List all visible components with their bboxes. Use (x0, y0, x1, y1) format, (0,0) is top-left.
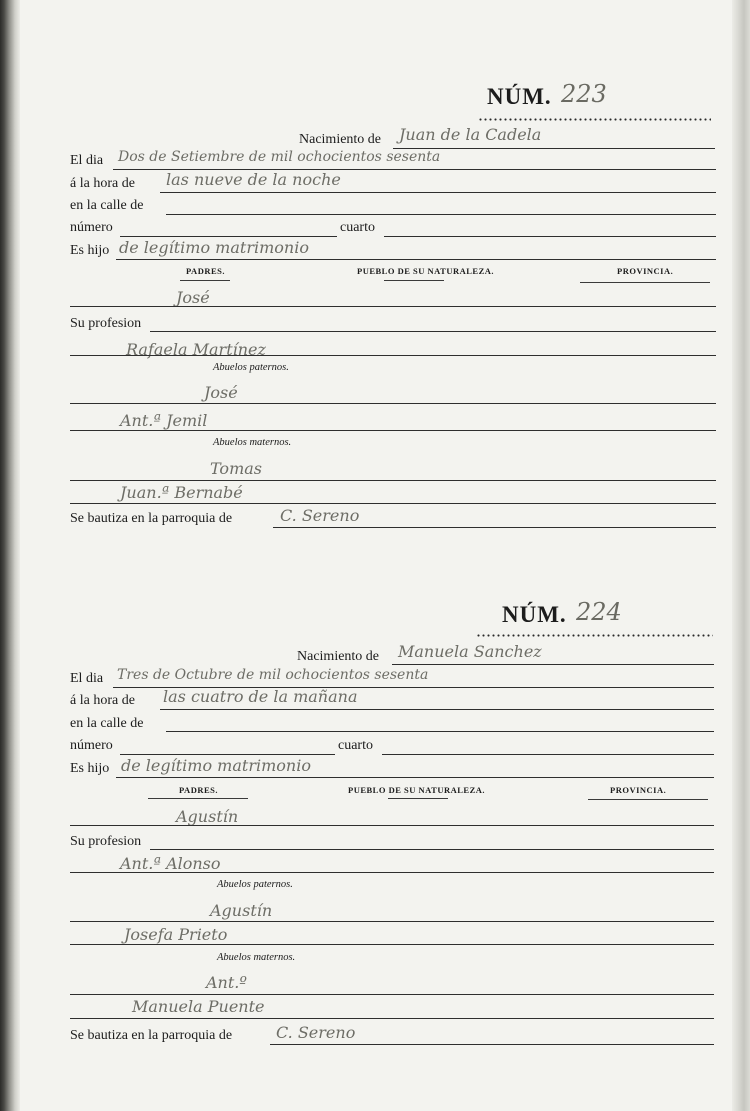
parish-value: C. Sereno (276, 1023, 356, 1042)
header-underline (180, 280, 230, 281)
record-number-label: NÚM. (502, 602, 567, 627)
header-underline (580, 282, 710, 283)
line-parish (273, 527, 716, 528)
line-street (166, 731, 714, 732)
line-name (392, 664, 714, 665)
line-cuarto (384, 236, 716, 237)
birth-hour: las cuatro de la mañana (163, 687, 358, 706)
label-hijo: Es hijo (70, 243, 110, 258)
line-hour (160, 709, 714, 710)
label-calle: en la calle de (70, 198, 144, 213)
label-nacimiento: Nacimiento de (297, 649, 380, 664)
paternal-grandfather: Agustín (210, 901, 273, 920)
line-hijo (116, 777, 714, 778)
father-name: Agustín (176, 807, 239, 826)
header-underline (384, 280, 444, 281)
label-nacimiento: Nacimiento de (299, 132, 382, 147)
line-mat-grandfather (70, 994, 714, 995)
label-abuelos-maternos: Abuelos maternos. (213, 437, 292, 448)
line-name (393, 148, 715, 149)
paternal-grandmother: Ant.ª Jemil (120, 411, 208, 430)
label-profesion: Su profesion (70, 834, 142, 849)
child-name: Juan de la Cadela (399, 125, 542, 144)
label-hora: á la hora de (70, 176, 135, 191)
paternal-grandmother: Josefa Prieto (124, 925, 228, 944)
header-padres: PADRES. (179, 785, 218, 795)
label-hijo: Es hijo (70, 761, 110, 776)
line-mother (70, 872, 714, 873)
line-father (70, 306, 716, 307)
line-pat-grandfather (70, 921, 714, 922)
line-profesion (150, 331, 716, 332)
label-hora: á la hora de (70, 693, 135, 708)
label-abuelos-paternos: Abuelos paternos. (213, 362, 289, 373)
line-hijo (116, 259, 716, 260)
mother-name: Rafaela Martínez (126, 340, 266, 359)
label-abuelos-paternos: Abuelos paternos. (217, 879, 293, 890)
record-number: 223 (561, 80, 607, 108)
line-mat-grandmother (70, 503, 716, 504)
header-underline (588, 799, 708, 800)
line-father (70, 825, 714, 826)
decorative-dots (476, 634, 713, 637)
line-profesion (150, 849, 714, 850)
line-pat-grandfather (70, 403, 716, 404)
header-provincia: PROVINCIA. (610, 785, 667, 795)
header-underline (388, 798, 448, 799)
mother-name: Ant.ª Alonso (120, 854, 221, 873)
label-dia: El dia (70, 153, 104, 168)
line-numero (120, 236, 337, 237)
label-dia: El dia (70, 671, 104, 686)
header-underline (148, 798, 248, 799)
label-cuarto: cuarto (340, 220, 375, 235)
header-padres: PADRES. (186, 266, 225, 276)
label-numero: número (70, 220, 113, 235)
header-pueblo: PUEBLO DE SU NATURALEZA. (348, 785, 486, 795)
label-numero: número (70, 738, 113, 753)
record-number-label: NÚM. (487, 84, 552, 109)
line-mat-grandmother (70, 1018, 714, 1019)
maternal-grandfather: Tomas (210, 459, 262, 478)
decorative-dots (478, 118, 711, 121)
birth-date: Tres de Octubre de mil ochocientos sesenta (117, 667, 429, 683)
hijo-value: de legítimo matrimonio (121, 756, 311, 775)
line-street (166, 214, 716, 215)
paternal-grandfather: José (204, 383, 238, 402)
maternal-grandmother: Manuela Puente (132, 997, 265, 1016)
line-pat-grandmother (70, 430, 716, 431)
header-provincia: PROVINCIA. (617, 266, 674, 276)
line-parish (270, 1044, 714, 1045)
maternal-grandfather: Ant.º (206, 973, 247, 992)
label-abuelos-maternos: Abuelos maternos. (217, 952, 296, 963)
line-mat-grandfather (70, 480, 716, 481)
parish-value: C. Sereno (280, 506, 360, 525)
label-bautiza: Se bautiza en la parroquia de (70, 511, 233, 526)
line-hour (160, 192, 716, 193)
label-calle: en la calle de (70, 716, 144, 731)
birth-hour: las nueve de la noche (166, 170, 341, 189)
birth-date: Dos de Setiembre de mil ochocientos sesenta (118, 149, 441, 165)
label-cuarto: cuarto (338, 738, 373, 753)
birth-record (0, 580, 750, 1100)
father-name: José (176, 288, 210, 307)
record-number: 224 (576, 598, 622, 626)
line-cuarto (382, 754, 714, 755)
child-name: Manuela Sanchez (398, 642, 542, 661)
label-profesion: Su profesion (70, 316, 142, 331)
label-bautiza: Se bautiza en la parroquia de (70, 1028, 233, 1043)
hijo-value: de legítimo matrimonio (119, 238, 309, 257)
line-numero (120, 754, 335, 755)
line-mother (70, 355, 716, 356)
header-pueblo: PUEBLO DE SU NATURALEZA. (357, 266, 495, 276)
maternal-grandmother: Juan.ª Bernabé (120, 483, 243, 502)
line-pat-grandmother (70, 944, 714, 945)
